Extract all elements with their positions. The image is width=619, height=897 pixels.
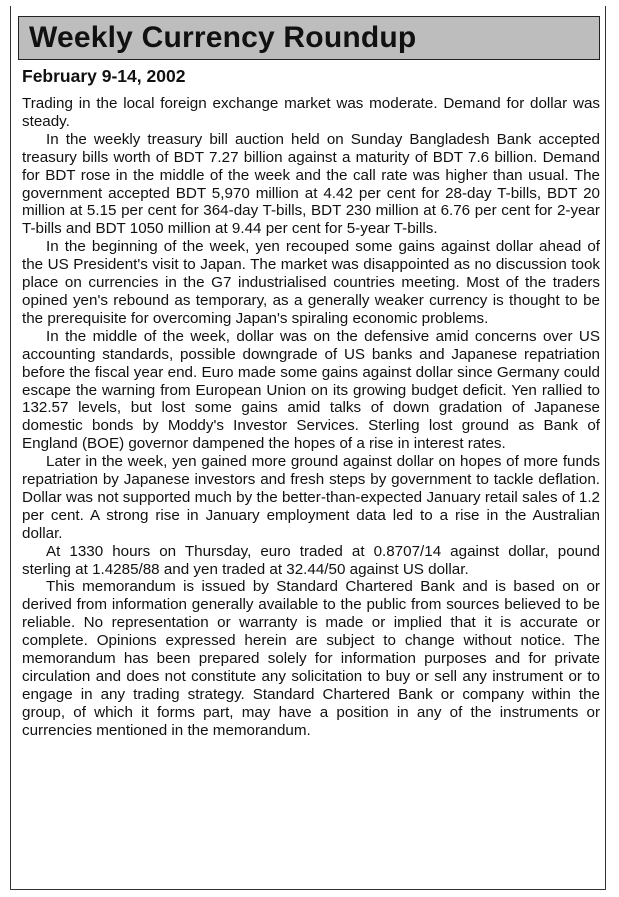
paragraph-week-middle: In the middle of the week, dollar was on the defensive amid concerns over US accounting standards, possible downgrade of US banks and Japanese repatriation before the fiscal year end. Euro made some gains against dollar since Germany could escape the warning from European Union on its growing budget deficit. Yen rallied to 132.57 levels, but lost some gains amid talks of down gradation of Japanese domestic bonds by Moddy's Investor Services. Sterling lost ground as Bank of England (BOE) governor dampened the hopes of a rise in interest rates.	[22, 327, 600, 453]
paragraph-week-beginning: In the beginning of the week, yen recouped some gains against dollar ahead of the US President's visit to Japan. The market was disappointed as no discussion took place on currencies in the G7 industrialised countries meeting. Most of the traders opined yen's rebound as temporary, as a generally weaker currency is thought to be the prerequisite for overcoming Japan's spiraling economic problems.	[22, 238, 600, 327]
paragraph-treasury-bills: In the weekly treasury bill auction held on Sunday Bangladesh Bank accepted treasury bills worth of BDT 7.27 billion against a maturity of BDT 7.6 billion. Demand for BDT rose in the middle of the week and the call rate was higher than usual. The government accepted BDT 5,970 million at 4.42 per cent for 28-day T-bills, BDT 20 million at 5.15 per cent for 364-day T-bills, BDT 230 million at 6.76 per cent for 2-year T-bills and BDT 1050 million at 9.44 per cent for 5-year T-bills.	[22, 130, 600, 238]
paragraph-week-later: Later in the week, yen gained more ground against dollar on hopes of more funds repatriation by Japanese investors and fresh steps by government to tackle deflation. Dollar was not supported much by the better-than-expected January retail sales of 1.2 per cent. A strong rise in January employment data led to a rise in the Australian dollar.	[22, 453, 600, 542]
article-date: February 9-14, 2002	[22, 66, 186, 86]
paragraph-rates: At 1330 hours on Thursday, euro traded at 0.8707/14 against dollar, pound sterling at 1.4285/88 and yen traded at 32.44/50 against US dollar.	[22, 542, 600, 578]
paragraph-intro: Trading in the local foreign exchange market was moderate. Demand for dollar was steady.	[22, 95, 600, 130]
article-body	[22, 95, 600, 740]
paragraph-disclaimer: This memorandum is issued by Standard Chartered Bank and is based on or derived from information generally available to the public from sources believed to be reliable. No representation or warranty is made or implied that it is accurate or complete. Opinions expressed herein are subject to change without notice. The memorandum has been prepared solely for information purposes and for private circulation and does not constitute any solicitation to buy or sell any instrument or to engage in any trading strategy. Standard Chartered Bank or company within the group, of which it forms part, may have a position in any of the instruments or currencies mentioned in the memorandum.	[22, 578, 600, 739]
title-banner	[18, 16, 600, 60]
page-title: Weekly Currency Roundup	[29, 21, 417, 54]
